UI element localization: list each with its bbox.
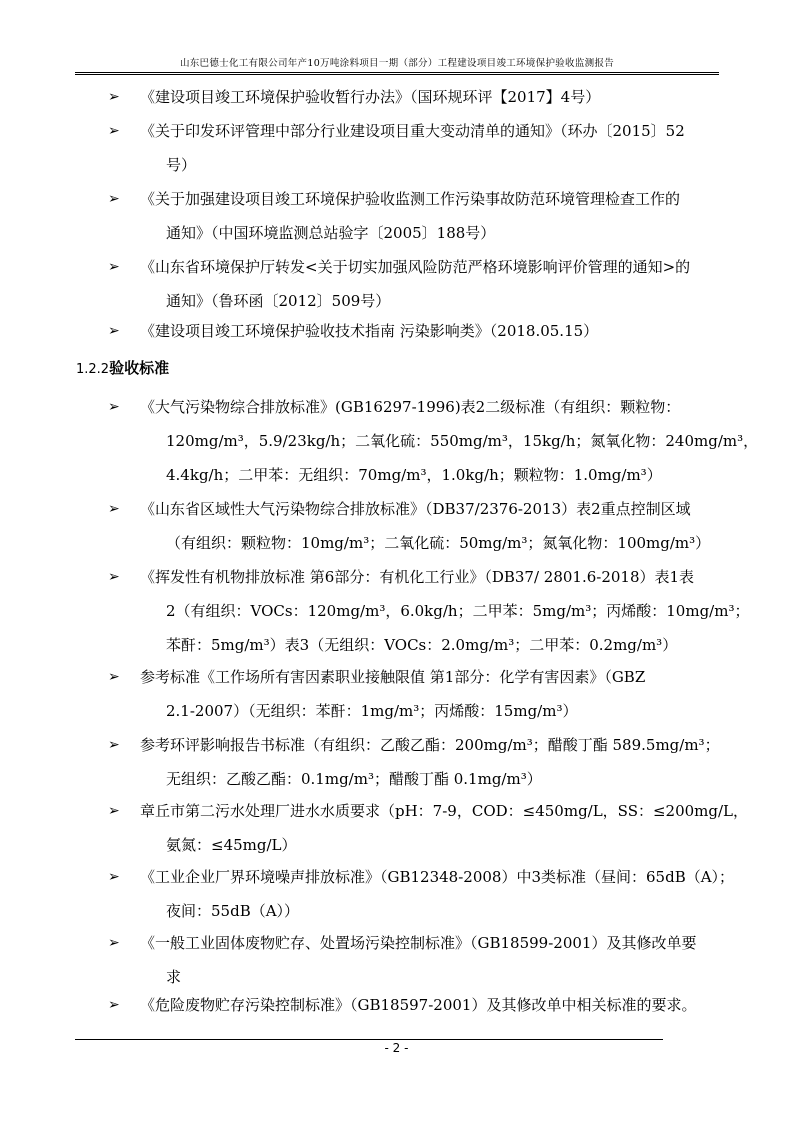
list-item — [108, 182, 723, 250]
text-line: 参考环评影响报告书标准（有组织：乙酸乙酯：200mg/m³；醋酸丁酯 589.5mg/m³； — [140, 736, 720, 754]
text-line: 《山东省区域性大气污染物综合排放标准》（DB37/2376-2013）表2重点控制区域 — [140, 500, 691, 518]
section-heading — [76, 356, 169, 382]
arrow-bullet-icon: ➢ — [108, 737, 120, 753]
text-line: 氨氮：≤45mg/L） — [166, 836, 297, 854]
text-line: 《一般工业固体废物贮存、处置场污染控制标准》（GB18599-2001）及其修改单要 — [140, 934, 697, 952]
list-item — [108, 660, 723, 728]
header-rule-double — [75, 74, 719, 75]
text-line: 《工业企业厂界环境噪声排放标准》（GB12348-2008）中3类标准（昼间：65dB（A）； — [140, 868, 735, 886]
page-number: - 2 - — [384, 1041, 409, 1055]
list-item-text — [108, 250, 723, 318]
arrow-bullet-icon: ➢ — [108, 997, 120, 1013]
arrow-bullet-icon: ➢ — [108, 501, 120, 517]
text-line: 《挥发性有机物排放标准 第6部分：有机化工行业》（DB37/ 2801.6-2018）表1表 — [140, 568, 695, 586]
text-line: 《大气污染物综合排放标准》(GB16297-1996)表2二级标准（有组织：颗粒物： — [140, 398, 681, 416]
text-line: 通知》（鲁环函〔2012〕509号） — [166, 292, 391, 310]
list-item-text — [108, 114, 723, 182]
list-item-text — [108, 860, 735, 928]
arrow-bullet-icon: ➢ — [108, 669, 120, 685]
list-item — [108, 728, 723, 796]
list-item — [108, 80, 723, 114]
list-item — [108, 314, 723, 348]
list-item — [108, 560, 750, 662]
list-item-text — [108, 988, 723, 1022]
list-item-text — [108, 660, 723, 728]
section-title: 验收标准 — [109, 359, 170, 377]
text-line: 《建设项目竣工环境保护验收暂行办法》（国环规环评【2017】4号） — [140, 88, 601, 106]
text-line: 无组织：乙酸乙酯：0.1mg/m³；醋酸丁酯 0.1mg/m³） — [166, 770, 542, 788]
text-line: （有组织：颗粒物：10mg/m³；二氧化硫：50mg/m³；氮氧化物：100mg/m³） — [166, 534, 711, 552]
list-item-text — [108, 390, 759, 492]
list-item — [108, 114, 723, 182]
text-line: 《山东省环境保护厅转发<关于切实加强风险防范严格环境影响评价管理的通知>的 — [140, 258, 691, 276]
text-line: 2.1-2007）（无组织：苯酐：1mg/m³；丙烯酸：15mg/m³） — [166, 702, 578, 720]
list-item-text — [108, 182, 723, 250]
arrow-bullet-icon: ➢ — [108, 935, 120, 951]
text-line: 120mg/m³，5.9/23kg/h；二氧化硫：550mg/m³，15kg/h；氮氧化物：240mg/m³， — [166, 432, 759, 450]
header-text: 山东巴德士化工有限公司年产10万吨涂料项目一期（部分）工程建设项目竣工环境保护验收监测报告 — [179, 58, 615, 69]
list-item — [108, 794, 749, 862]
arrow-bullet-icon: ➢ — [108, 259, 120, 275]
list-item — [108, 926, 723, 994]
text-line: 2（有组织：VOCs：120mg/m³，6.0kg/h；二甲苯：5mg/m³；丙烯酸：10mg/m³； — [166, 602, 750, 620]
text-line: 通知》（中国环境监测总站验字〔2005〕188号） — [166, 224, 496, 242]
text-line: 章丘市第二污水处理厂进水水质要求（pH：7-9，COD：≤450mg/L，SS：≤200mg/L， — [140, 802, 749, 820]
list-item-text — [108, 728, 723, 796]
list-item — [108, 250, 723, 318]
text-line: 求 — [166, 968, 182, 986]
text-line: 号） — [166, 156, 197, 174]
list-item — [108, 988, 723, 1022]
arrow-bullet-icon: ➢ — [108, 569, 120, 585]
text-line: 夜间：55dB（A）） — [166, 902, 300, 920]
list-item-text — [108, 80, 723, 114]
footer-rule — [75, 1039, 663, 1040]
arrow-bullet-icon: ➢ — [108, 803, 120, 819]
text-line: 《建设项目竣工环境保护验收技术指南 污染影响类》（2018.05.15） — [140, 322, 599, 340]
list-item-text — [108, 492, 723, 560]
arrow-bullet-icon: ➢ — [108, 399, 120, 415]
list-item-text — [108, 560, 750, 662]
text-line: 参考标准《工作场所有害因素职业接触限值 第1部分：化学有害因素》（GBZ — [140, 668, 646, 686]
arrow-bullet-icon: ➢ — [108, 323, 120, 339]
list-item-text — [108, 794, 749, 862]
arrow-bullet-icon: ➢ — [108, 869, 120, 885]
arrow-bullet-icon: ➢ — [108, 123, 120, 139]
text-line: 苯酐：5mg/m³）表3（无组织：VOCs：2.0mg/m³；二甲苯：0.2mg/m³） — [166, 636, 678, 654]
section-number: 1.2.2 — [76, 362, 110, 377]
text-line: 4.4kg/h；二甲苯：无组织：70mg/m³，1.0kg/h；颗粒物：1.0mg/m³） — [166, 466, 662, 484]
header-rule — [75, 72, 719, 73]
text-line: 《关于印发环评管理中部分行业建设项目重大变动清单的通知》（环办〔2015〕52 — [140, 122, 685, 140]
text-line: 《危险废物贮存污染控制标准》（GB18597-2001）及其修改单中相关标准的要求。 — [140, 996, 697, 1014]
list-item-text — [108, 314, 723, 348]
list-item — [108, 860, 735, 928]
list-item — [108, 492, 723, 560]
arrow-bullet-icon: ➢ — [108, 191, 120, 207]
text-line: 《关于加强建设项目竣工环境保护验收监测工作污染事故防范环境管理检查工作的 — [140, 190, 681, 208]
list-item-text — [108, 926, 723, 994]
list-item — [108, 390, 759, 492]
arrow-bullet-icon: ➢ — [108, 89, 120, 105]
